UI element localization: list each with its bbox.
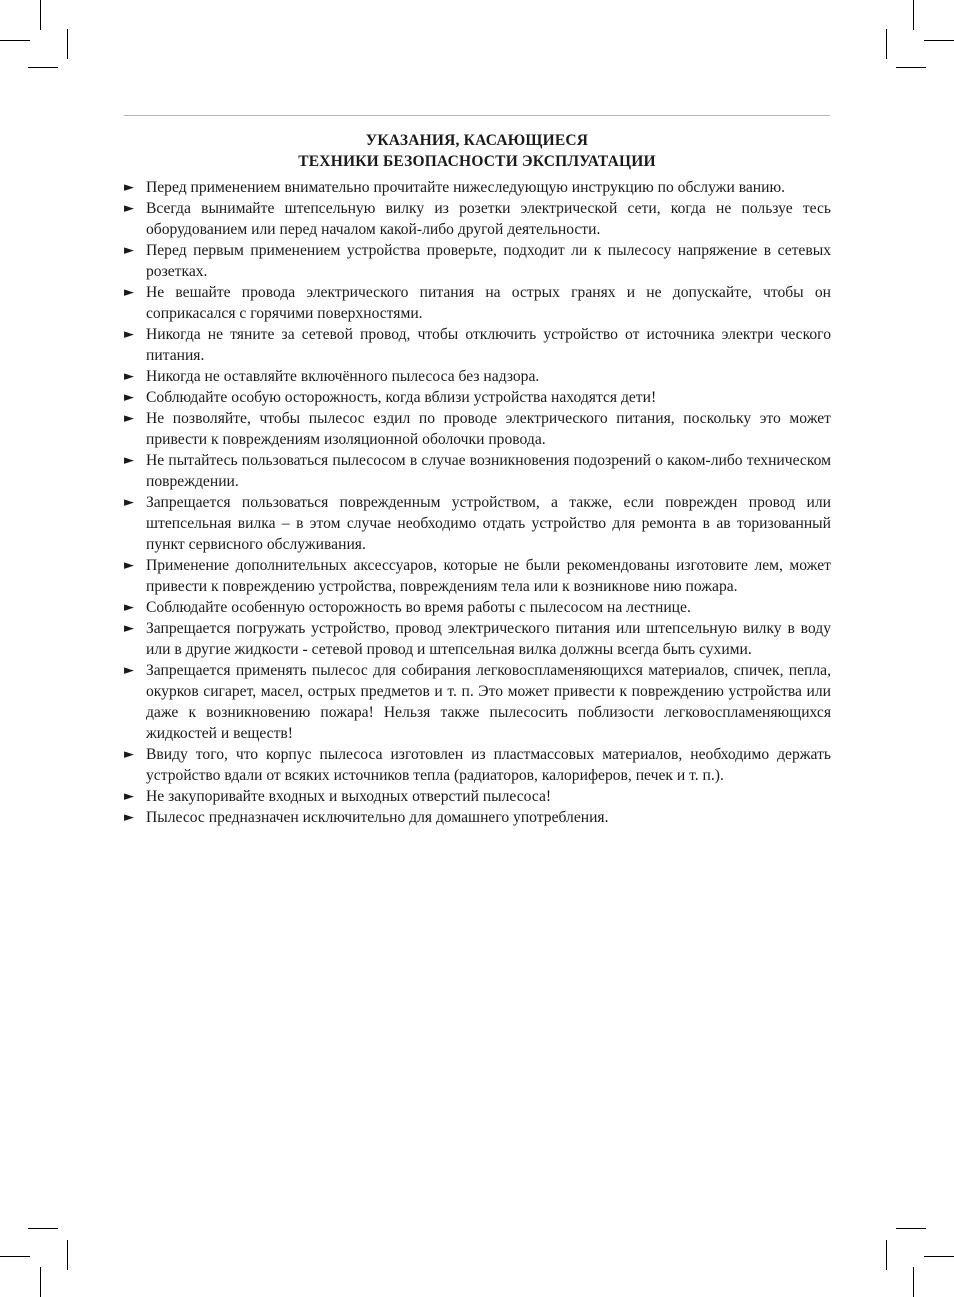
crop-mark-top-right-inner [886,29,887,59]
list-item [124,408,831,450]
list-item [124,555,831,597]
triangle-bullet-icon: ► [124,285,134,300]
triangle-bullet-icon: ► [124,747,134,762]
list-item-text: Запрещается погружать устройство, провод электрического питания или штепсельную вилку в воду или в другие жидкости - сетевой провод и штепсельная вилка должны всегда быть сухими. [146,620,831,658]
list-item-text: Пылесос предназначен исключительно для домашнего употребления. [146,809,609,826]
list-item [124,786,831,807]
crop-mark-bottom-right-outer [913,1267,914,1297]
list-item [124,450,831,492]
list-item [124,618,831,660]
page-title-line-1: УКАЗАНИЯ, КАСАЮЩИЕСЯ [365,132,589,149]
list-item-text: Запрещается применять пылесос для собирания легковоспламеняющихся материалов, спичек, пепла, окурков сигарет, масел, острых предметов и т. п. Это может привести к повреждению устройства или даже к возникновению пожара! Нельзя также пылесосить поблизости легковоспламеняющихся жидкостей и веществ! [146,662,831,742]
triangle-bullet-icon: ► [124,558,134,573]
list-item-text: Соблюдайте особенную осторожность во время работы с пылесосом на лестнице. [146,599,691,616]
triangle-bullet-icon: ► [124,495,134,510]
list-item [124,198,831,240]
list-item-text: Всегда вынимайте штепсельную вилку из розетки электрической сети, когда не пользуе тесь оборудованием или перед началом какой-либо другой деятельности. [146,200,831,238]
list-item-text: Применение дополнительных аксессуаров, которые не были рекомендованы изготовите лем, может привести к повреждению устройства, повреждениям тела или к возникнове нию пожара. [146,557,831,595]
list-item-text: Перед первым применением устройства проверьте, подходит ли к пылесосу напряжение в сетевых розетках. [146,242,831,280]
list-item [124,324,831,366]
list-item-text: Не вешайте провода электрического питания на острых гранях и не допускайте, чтобы он соприкасался с горячими поверхностями. [146,284,831,322]
triangle-bullet-icon: ► [124,621,134,636]
crop-mark-bottom-right-h1 [924,1256,954,1257]
crop-mark-bottom-left-h1 [0,1256,30,1257]
list-item-text: Соблюдайте особую осторожность, когда вблизи устройства находятся дети! [146,389,657,406]
page-title-line-2: ТЕХНИКИ БЕЗОПАСНОСТИ ЭКСПЛУАТАЦИИ [298,153,656,170]
triangle-bullet-icon: ► [124,243,134,258]
triangle-bullet-icon: ► [124,201,134,216]
crop-mark-bottom-left-h2 [28,1228,58,1229]
crop-mark-top-right-h2 [896,67,926,68]
list-item-text: Перед применением внимательно прочитайте нижеследующую инструкцию по обслужи ванию. [146,179,786,196]
crop-mark-bottom-right-inner [886,1240,887,1270]
safety-instructions-list [124,177,831,828]
triangle-bullet-icon: ► [124,411,134,426]
triangle-bullet-icon: ► [124,453,134,468]
list-item-text: Запрещается пользоваться поврежденным устройством, а также, если поврежден провод или штепсельная вилка – в этом случае необходимо отдать устройство для ремонта в ав торизованный пункт сервисного обслуживания. [146,494,831,553]
crop-mark-top-right-outer [913,0,914,30]
crop-mark-bottom-left-outer [40,1267,41,1297]
triangle-bullet-icon: ► [124,180,134,195]
list-item [124,807,831,828]
crop-mark-top-left-h1 [0,40,30,41]
triangle-bullet-icon: ► [124,390,134,405]
list-item-text: Никогда не тяните за сетевой провод, чтобы отключить устройство от источника электри ческого питания. [146,326,831,364]
triangle-bullet-icon: ► [124,600,134,615]
triangle-bullet-icon: ► [124,663,134,678]
crop-mark-bottom-right-h2 [896,1228,926,1229]
header-rule [124,115,830,116]
page-title [124,130,830,172]
triangle-bullet-icon: ► [124,327,134,342]
triangle-bullet-icon: ► [124,369,134,384]
list-item [124,177,831,198]
list-item-text: Никогда не оставляйте включённого пылесоса без надзора. [146,368,540,385]
list-item [124,282,831,324]
list-item [124,387,831,408]
triangle-bullet-icon: ► [124,789,134,804]
list-item [124,744,831,786]
crop-mark-top-left-outer [40,0,41,30]
triangle-bullet-icon: ► [124,810,134,825]
crop-mark-top-left-h2 [28,67,58,68]
list-item [124,597,831,618]
list-item [124,366,831,387]
list-item [124,492,831,555]
list-item [124,660,831,744]
list-item-text: Не закупоривайте входных и выходных отверстий пылесоса! [146,788,552,805]
crop-mark-bottom-left-inner [67,1240,68,1270]
crop-mark-top-right-h1 [924,40,954,41]
list-item-text: Не пытайтесь пользоваться пылесосом в случае возникновения подозрений о каком-либо техническом повреждении. [146,452,831,490]
list-item-text: Не позволяйте, чтобы пылесос ездил по проводе электрического питания, поскольку это может привести к повреждениям изоляционной оболочки провода. [146,410,831,448]
crop-mark-top-left-inner [67,29,68,59]
list-item [124,240,831,282]
list-item-text: Ввиду того, что корпус пылесоса изготовлен из пластмассовых материалов, необходимо держать устройство вдали от всяких источников тепла (радиаторов, калориферов, печек и т. п.). [146,746,831,784]
